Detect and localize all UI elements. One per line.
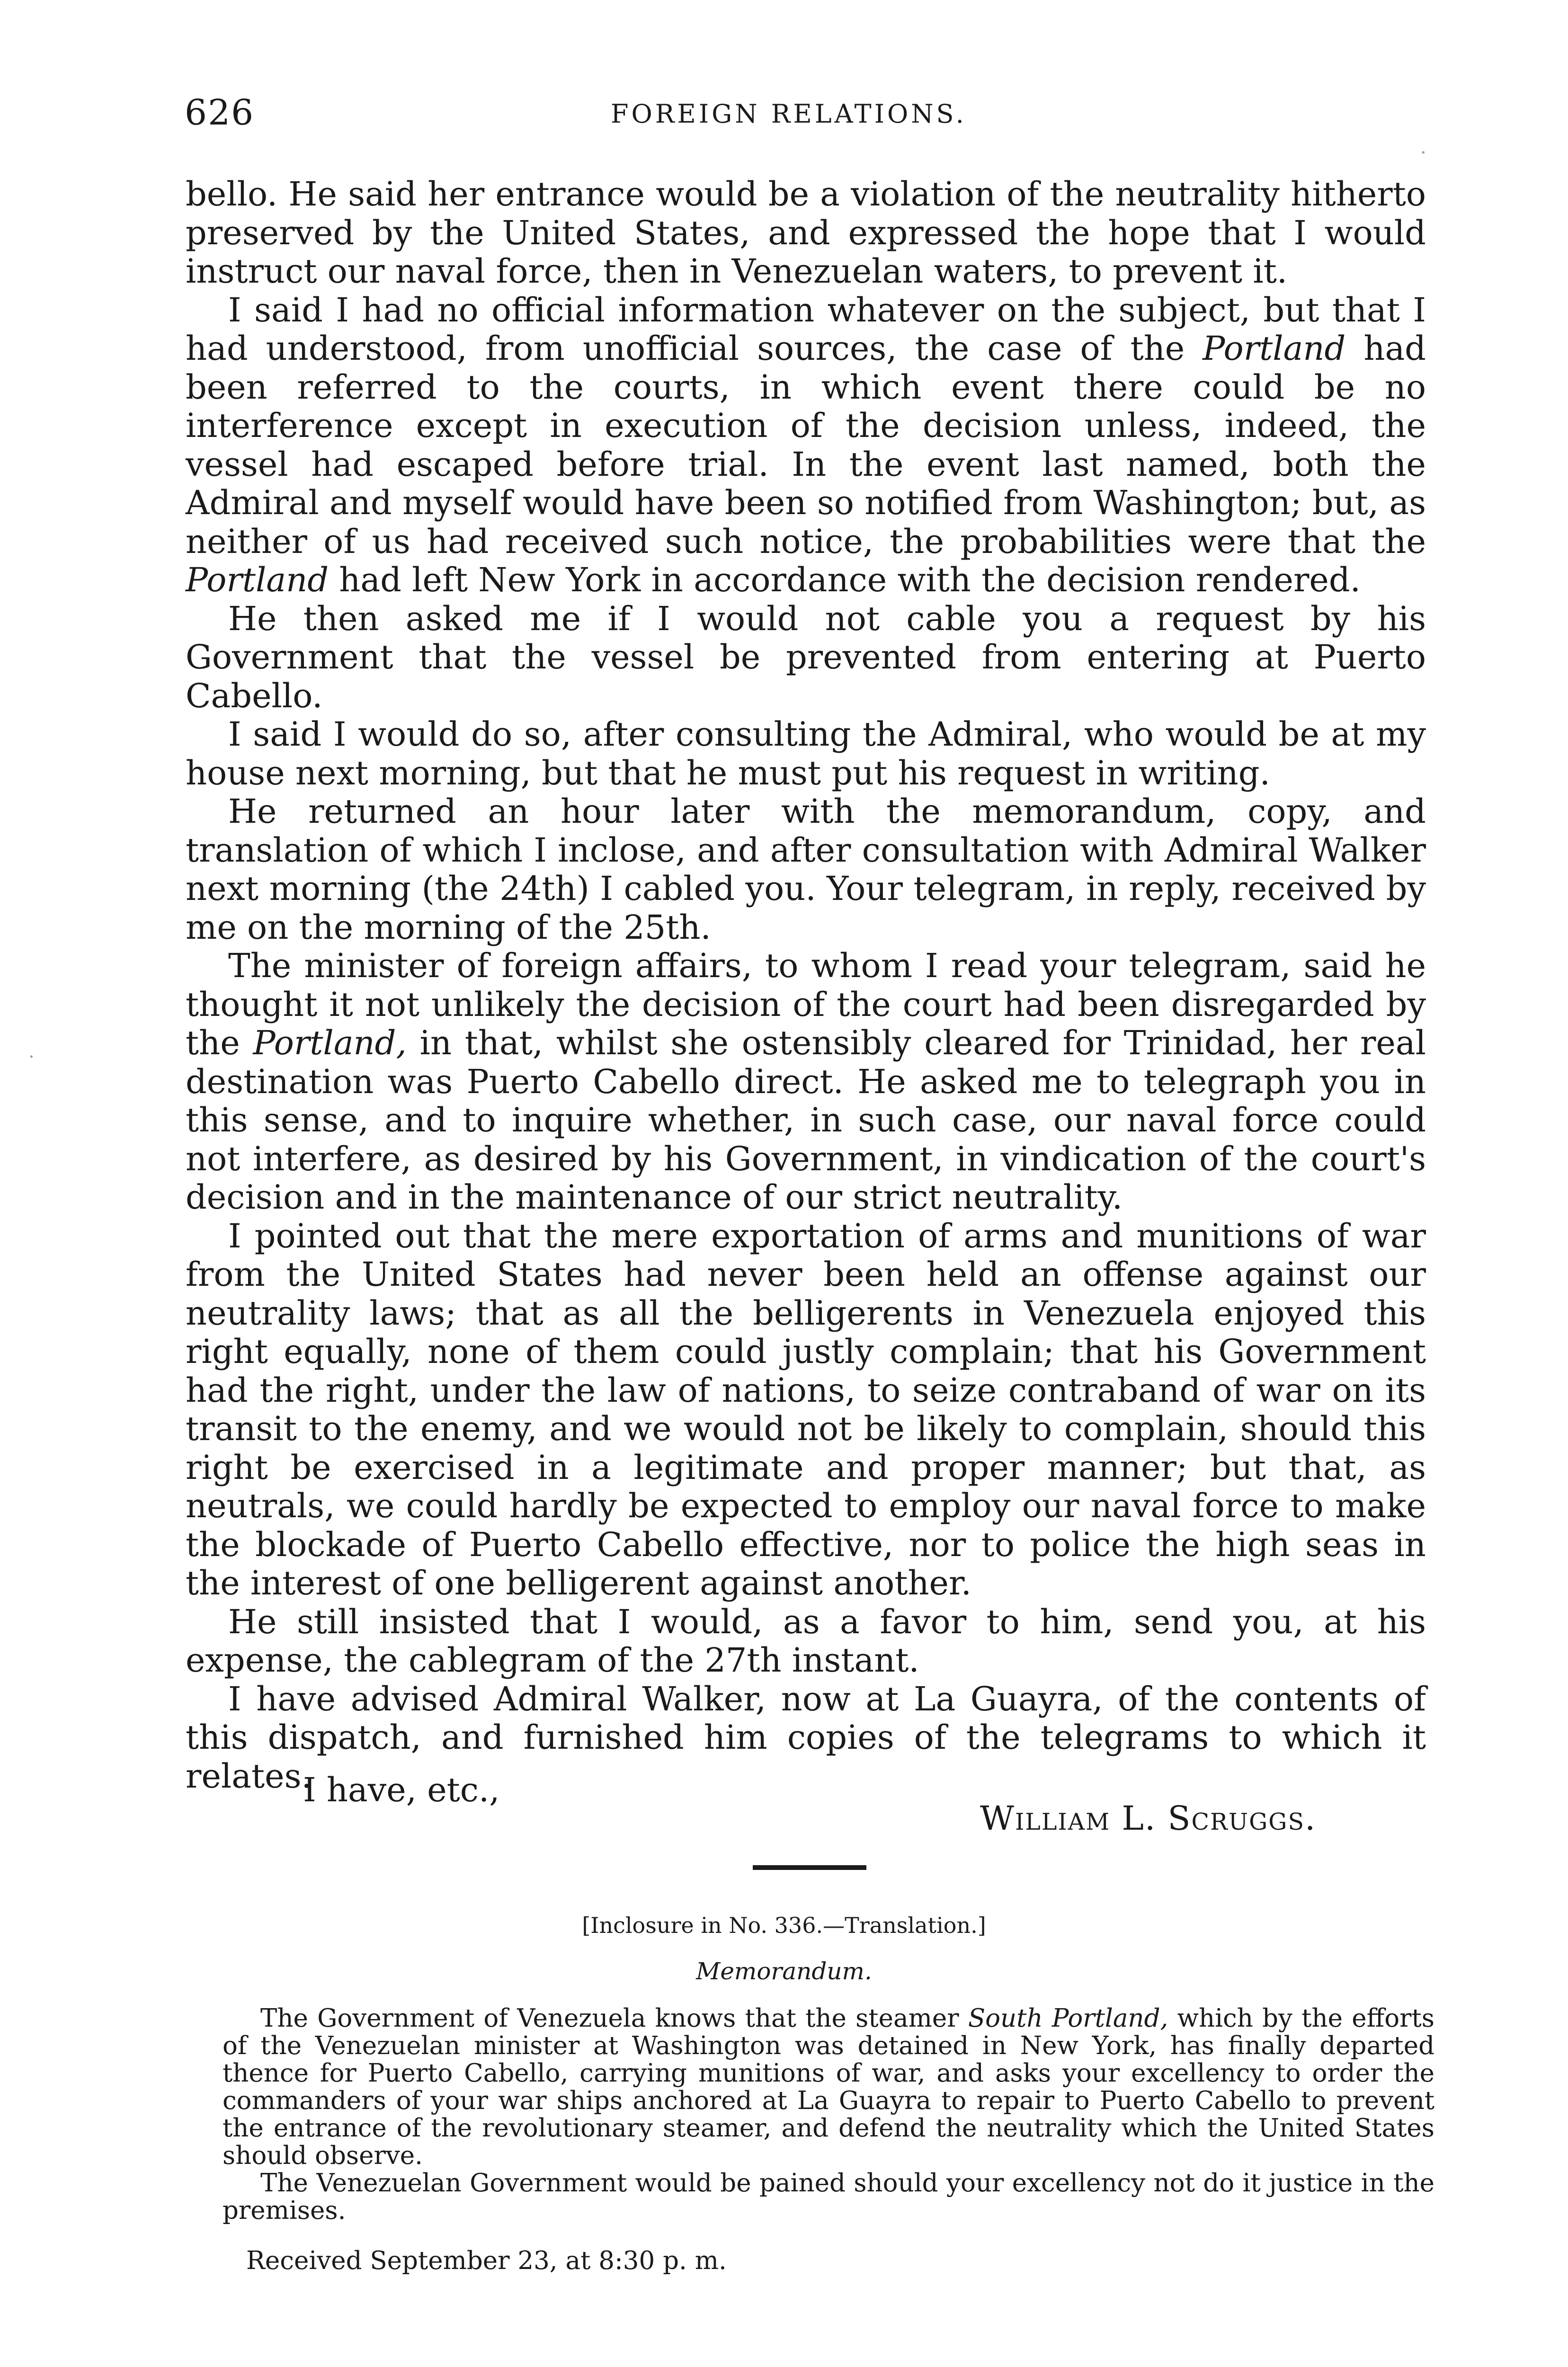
- letter-body: [186, 175, 1426, 1796]
- ship-name-portland: Portland,: [253, 1023, 407, 1062]
- paragraph-6-part-a: The minister of foreign affairs, to whom I read your telegram, said he thought it not unlikely the decision of the court had been disregarded by the: [186, 946, 1426, 1062]
- paragraph-4: I said I would do so, after consulting the Admiral, who would be at my house next morning, but that he must put his request in writing.: [186, 715, 1426, 792]
- section-divider: [753, 1865, 866, 1870]
- running-title: FOREIGN RELATIONS.: [611, 99, 967, 129]
- ship-name-south-portland: South Portland,: [968, 2004, 1168, 2033]
- paragraph-8: He still insisted that I would, as a favor to him, send you, at his expense, the cablegram of the 27th instant.: [186, 1602, 1426, 1680]
- paragraph-2: [186, 291, 1426, 600]
- scan-speck: ·: [28, 1046, 35, 1068]
- signature: William L. Scruggs.: [980, 1799, 1317, 1838]
- memo-part-a: The Government of Venezuela knows that the steamer: [260, 2004, 959, 2033]
- paragraph-5: He returned an hour later with the memorandum, copy, and translation of which I inclose, and after consultation with Admiral Walker next morning (the 24th) I cabled you. Your telegram, in reply, received by me on the morning of the 25th.: [186, 792, 1426, 947]
- page-number: 626: [185, 92, 255, 133]
- paragraph-3: He then asked me if I would not cable you a request by his Government that the vessel be prevented from entering at Puerto Cabello.: [186, 599, 1426, 715]
- enclosure-caption: [Inclosure in No. 336.—Translation.]: [582, 1913, 986, 1938]
- paragraph-2-part-b: had been referred to the courts, in which event there could be no interference except in execution of the decision unless, indeed, the vessel had escaped before trial. In the event last named, both the Admiral and myself would have been so notified from Washington; but, as neither of us had received such notice, the probabilities were that the: [186, 329, 1426, 561]
- scan-speck: ·: [1420, 142, 1426, 164]
- paragraph-2-part-a: I said I had no official information whatever on the subject, but that I had understood, from unofficial sources, the case of the: [186, 290, 1426, 368]
- ship-name-portland: Portland: [186, 561, 329, 599]
- paragraph-6: [186, 947, 1426, 1217]
- closing-line: I have, etc.,: [303, 1771, 500, 1809]
- memorandum-title: Memorandum.: [696, 1958, 872, 1985]
- paragraph-2-part-c: had left New York in accordance with the decision rendered.: [339, 561, 1361, 599]
- paragraph-6-part-b: in that, whilst she ostensibly cleared for Trinidad, her real destination was Puerto Cabello direct. He asked me to telegraph you in this sense, and to inquire whether, in such case, our naval force could not interfere, as desired by his Government, in vindication of the court's decision and in the maintenance of our strict neutrality.: [186, 1023, 1426, 1217]
- ship-name-portland: Portland: [1203, 329, 1346, 368]
- memorandum-paragraph-1: [223, 2005, 1434, 2170]
- paragraph-1: bello. He said her entrance would be a violation of the neutrality hitherto preserved by the United States, and expressed the hope that I would instruct our naval force, then in Venezuelan waters, to prevent it.: [186, 175, 1426, 291]
- paragraph-7: I pointed out that the mere exportation of arms and munitions of war from the United States had never been held an offense against our neutrality laws; that as all the belligerents in Venezuela enjoyed this right equally, none of them could justly complain; that his Government had the right, under the law of nations, to seize contraband of war on its transit to the enemy, and we would not be likely to complain, should this right be exercised in a legitimate and proper manner; but that, as neutrals, we could hardly be expected to employ our naval force to make the blockade of Puerto Cabello effective, nor to police the high seas in the interest of one belligerent against another.: [186, 1216, 1426, 1602]
- memorandum-body: [223, 2005, 1434, 2225]
- paragraph-9: I have advised Admiral Walker, now at La Guayra, of the contents of this dispatch, and furnished him copies of the telegrams to which it relates.: [186, 1679, 1426, 1796]
- running-head: [185, 92, 1425, 144]
- memo-part-b: which by the efforts of the Venezuelan minister at Washington was detained in New York, has finally departed thence for Puerto Cabello, carrying munitions of war, and asks your excellency to order the commanders of your war ships anchored at La Guayra to repair to Puerto Cabello to prevent the entrance of the revolutionary steamer, and defend the neutrality which the United States should observe.: [223, 2004, 1434, 2170]
- received-date: Received September 23, at 8:30 p. m.: [246, 2246, 727, 2275]
- memorandum-paragraph-2: The Venezuelan Government would be pained should your excellency not do it justice in the premises.: [223, 2169, 1434, 2225]
